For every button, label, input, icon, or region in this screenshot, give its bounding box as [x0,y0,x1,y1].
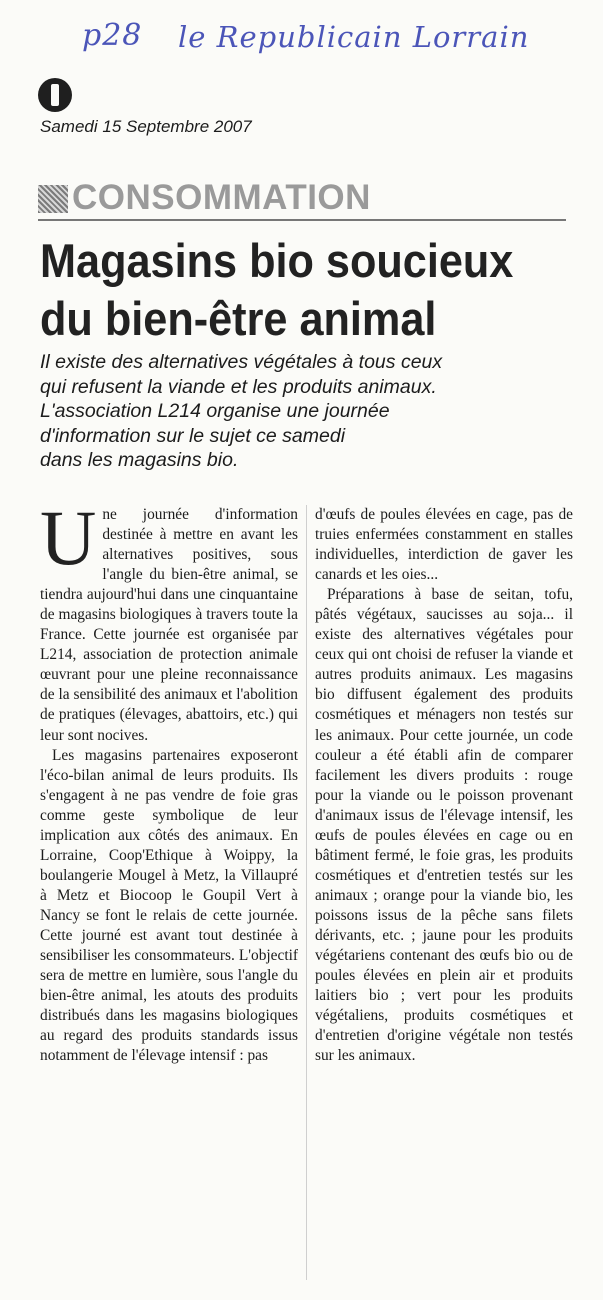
rubric-divider [38,219,566,221]
handwritten-page-number: p28 [82,18,143,53]
dropcap: U [40,494,97,581]
rubric-square-icon [38,185,68,213]
lead-line-1: Il existe des alternatives végétales à tous ceux [40,351,443,373]
publication-date: Samedi 15 Septembre 2007 [40,117,252,136]
article-column-left [40,494,298,1066]
column-divider [306,505,307,1280]
newspaper-logo-icon [38,78,72,112]
headline-line-1: Magasins bio soucieux [40,234,514,287]
headline-line-2: du bien-être animal [40,292,437,345]
paragraph-1-text: ne journée d'information destinée à mettre en avant les alternatives positives, sous l'angle du bien-être animal, se tiendra aujourd'hui dans une cinquantaine de magasins biologiques à travers toute la France. Cette journée est organisée par L214, association de protection animale œuvrant pour une pleine reconnaissance de la sensibilité des animaux et l'abolition de pratiques (élevages, abattoirs, etc.) qui leur sont nocives. [40,506,298,744]
rubric-label: CONSOMMATION [72,178,371,217]
section-rubric [38,178,566,218]
paragraph-2: Les magasins partenaires exposeront l'éco-bilan animal de leurs produits. Ils s'engagent à ne pas vendre de foie gras comme geste symbolique de leur implication aux côtés des animaux. En Lorraine, Coop'Ethique à Woippy, la boulangerie Mougel à Metz, la Villaupré à Metz et Biocoop le Goupil Vert à Nancy se font le relais de cette journée. Cette journé est avant tout destinée à sensibiliser les consommateurs. L'objectif sera de mettre en lumière, sous l'angle du bien-être animal, les atouts des produits distribués dans les magasins biologiques au regard des produits standards issus notamment de l'élevage intensif : pas [40,746,298,1065]
lead-line-4: d'information sur le sujet ce samedi [40,424,346,447]
article-lead [40,350,580,473]
article-column-right [315,505,573,1066]
headline [40,232,528,348]
paragraph-3: d'œufs de poules élevées en cage, pas de truies enfermées constamment en stalles individuelles, interdiction de gaver les canards et les oies... [315,506,573,584]
lead-line-3: L'association L214 organise une journée [40,400,390,422]
paragraph-1 [40,494,298,746]
paragraph-4: Préparations à base de seitan, tofu, pâtés végétaux, saucisses au soja... il existe des alternatives végétales pour ceux qui ont choisi de refuser la viande et autres produits animaux. Les magasins bio diffusent également des produits cosmétiques et ménagers non testés sur les animaux. Pour cette journée, un code couleur a été établi afin de comparer facilement les divers produits : rouge pour la viande ou le poisson provenant d'animaux issus de l'élevage intensif, les œufs de poules élevées en cage ou en bâtiment fermé, le foie gras, les produits cosmétiques et d'entretien testés sur les animaux ; orange pour la viande bio, les poissons issus de la pêche sans filets dérivants, etc. ; jaune pour les produits végétariens contenant des œufs bio ou de poules élevées en plein air et produits laitiers bio ; vert pour les produits végétaliens, produits cosmétiques et d'entretien d'origine végétale non testés sur les animaux. [315,586,573,1065]
handwritten-newspaper-name: le Republicain Lorrain [178,20,530,54]
lead-line-5: dans les magasins bio. [40,449,239,471]
lead-line-2: qui refusent la viande et les produits animaux. [40,375,437,398]
